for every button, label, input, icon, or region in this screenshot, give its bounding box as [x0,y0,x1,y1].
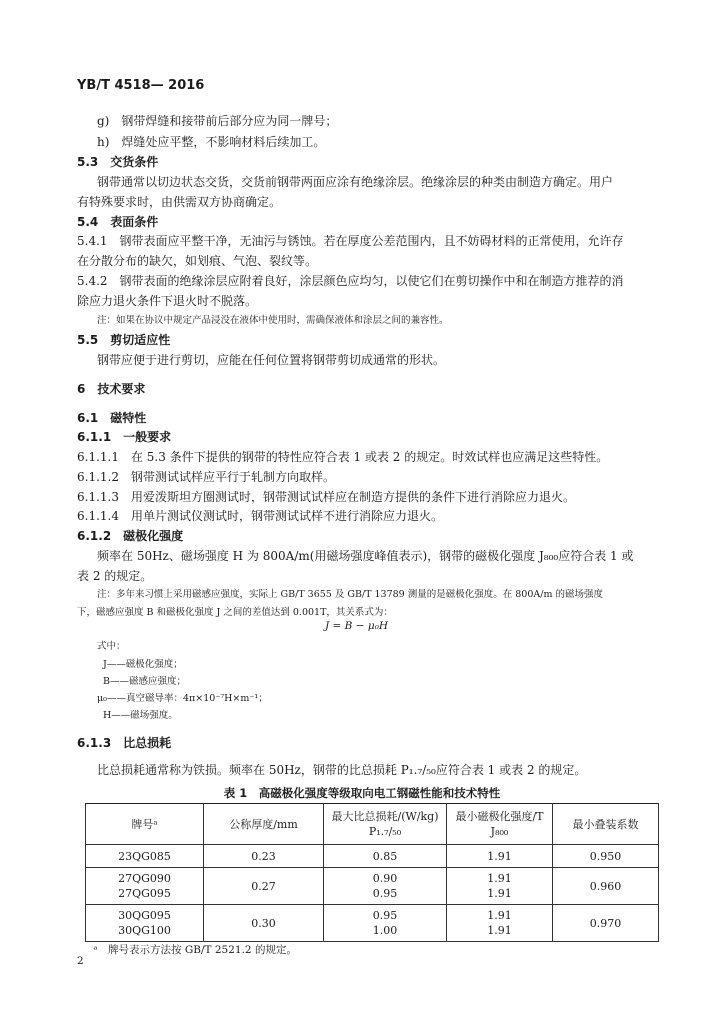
cell-thickness: 0.30 [204,905,324,942]
header-stacking-factor: 最小叠装系数 [553,804,659,845]
cell-stacking-factor: 0.970 [553,905,659,942]
cell-min-polarization: 1.91 [447,845,553,868]
section-6-1-2-heading: 6.1.2 磁极化强度 [77,529,184,543]
section-5-3-para-line2: 有特殊要求时，由供需双方协商确定。 [77,195,282,209]
cell-min-polarization [447,905,553,942]
cell-min-polarization-b: 1.91 [487,887,512,900]
table-row [86,845,659,868]
section-6-1-3-para: 比总损耗通常称为铁损。频率在 50Hz，钢带的比总损耗 P₁.₇/₅₀应符合表 1 或表 2 的规定。 [97,763,587,777]
header-max-loss-line2: P₁.₇/₅₀ [368,825,402,838]
clause-6-1-1-2: 6.1.1.2 钢带测试试样应平行于轧制方向取样。 [77,470,335,484]
list-item-h: h) 焊缝处应平整，不影响材料后续加工。 [97,135,326,149]
clause-6-1-1-3: 6.1.1.3 用爱泼斯坦方圈测试时，钢带测试试样应在制造方提供的条件下进行消除应力退火。 [77,490,575,504]
cell-min-polarization [447,868,553,905]
section-6-1-3-heading: 6.1.3 比总损耗 [77,736,172,750]
cell-grade [86,868,204,905]
header-thickness: 公称厚度/mm [204,804,324,845]
section-5-4-heading: 5.4 表面条件 [77,215,159,229]
list-item-g: g) 钢带焊缝和接带前后部分应为同一牌号； [97,114,338,128]
section-5-4-note: 注：如果在协议中规定产品浸没在液体中使用时，需确保液体和涂层之间的兼容性。 [97,315,449,326]
table-footnote-row [86,942,659,960]
standard-number: YB/T 4518— 2016 [77,78,205,93]
cell-min-polarization-b: 1.91 [487,924,512,937]
polarization-note-line1: 注：多年来习惯上采用磁感应强度，实际上 GB/T 3655 及 GB/T 13789 测量的是磁极化强度。在 800A/m 的磁场强度 [97,589,603,600]
header-min-polarization [447,804,553,845]
clause-5-4-2-line2: 除应力退火条件下退火时不脱落。 [77,294,258,308]
section-6-1-1-heading: 6.1.1 一般要求 [77,430,172,444]
section-6-1-2-para-line1: 频率在 50Hz、磁场强度 H 为 800A/m(用磁场强度峰值表示)，钢带的磁极化强度 J₈₀₀应符合表 1 或 [97,549,634,563]
cell-stacking-factor: 0.960 [553,868,659,905]
header-min-polarization-line1: 最小磁极化强度/T [455,810,544,823]
section-6-heading: 6 技术要求 [77,382,146,396]
cell-grade-a: 30QG095 [118,909,171,922]
page-number: 2 [77,955,84,967]
clause-6-1-1-1: 6.1.1.1 在 5.3 条件下提供的钢带的特性应符合表 1 或表 2 的规定。时效试样也应满足这些特性。 [77,450,609,464]
cell-thickness: 0.23 [204,845,324,868]
cell-grade-a: 27QG090 [118,872,171,885]
table-header-row [86,804,659,845]
cell-max-loss-a: 0.95 [372,909,398,922]
cell-grade [86,905,204,942]
header-grade: 牌号ᵃ [86,804,204,845]
clause-5-4-1-line1: 5.4.1 钢带表面应平整干净，无油污与锈蚀。若在厚度公差范围内，且不妨碍材料的正常使用，允许存 [77,234,624,248]
cell-max-loss-b: 1.00 [372,924,398,937]
header-min-polarization-line2: J₈₀₀ [490,825,509,838]
definition-h: H——磁场强度。 [103,710,178,721]
table-row [86,868,659,905]
section-5-5-para: 钢带应便于进行剪切，应能在任何位置将钢带剪切成通常的形状。 [97,353,446,367]
where-label: 式中： [97,641,126,652]
clause-5-4-2-line1: 5.4.2 钢带表面的绝缘涂层应附着良好，涂层颜色应均匀，以使它们在剪切操作中和在制造方推荐的消 [77,274,624,288]
cell-max-loss-a: 0.90 [372,872,398,885]
cell-max-loss [324,868,447,905]
section-6-1-2-para-line2: 表 2 的规定。 [77,569,153,583]
section-5-5-heading: 5.5 剪切适应性 [77,333,171,347]
header-max-loss-line1: 最大比总损耗/(W/kg) [331,810,439,823]
cell-min-polarization-a: 1.91 [487,872,512,885]
definition-mu0: μ₀——真空磁导率：4π×10⁻⁷H×m⁻¹； [97,693,268,704]
cell-stacking-factor: 0.950 [553,845,659,868]
cell-grade: 23QG085 [86,845,204,868]
section-5-3-para-line1: 钢带通常以切边状态交货，交货前钢带两面应涂有绝缘涂层。绝缘涂层的种类由制造方确定。用户 [97,175,614,189]
definition-j: J——磁极化强度； [103,659,183,670]
clause-6-1-1-4: 6.1.1.4 用单片测试仪测试时，钢带测试试样不进行消除应力退火。 [77,509,443,523]
table-row [86,905,659,942]
definition-b: B——磁感应强度； [103,676,186,687]
cell-grade-b: 27QG095 [118,887,171,900]
section-6-1-heading: 6.1 磁特性 [77,411,147,425]
cell-max-loss-b: 0.95 [372,887,398,900]
table-footnote: ᵃ 牌号表示方法按 GB/T 2521.2 的规定。 [86,942,659,960]
formula: J = B − μ₀H [325,620,389,632]
section-5-3-heading: 5.3 交货条件 [77,155,159,169]
cell-max-loss [324,905,447,942]
clause-5-4-1-line2: 在分散分布的缺欠，如划痕、气泡、裂纹等。 [77,254,318,268]
polarization-note-line2: 下，磁感应强度 B 和磁极化强度 J 之间的差值达到 0.001T，其关系式为： [77,607,393,618]
header-max-loss [324,804,447,845]
cell-thickness: 0.27 [204,868,324,905]
cell-grade-b: 30QG100 [118,924,171,937]
magnetic-properties-table [85,803,659,959]
cell-min-polarization-a: 1.91 [487,909,512,922]
cell-max-loss: 0.85 [324,845,447,868]
table-caption: 表 1 高磁极化强度等级取向电工钢磁性能和技术特性 [223,786,501,800]
